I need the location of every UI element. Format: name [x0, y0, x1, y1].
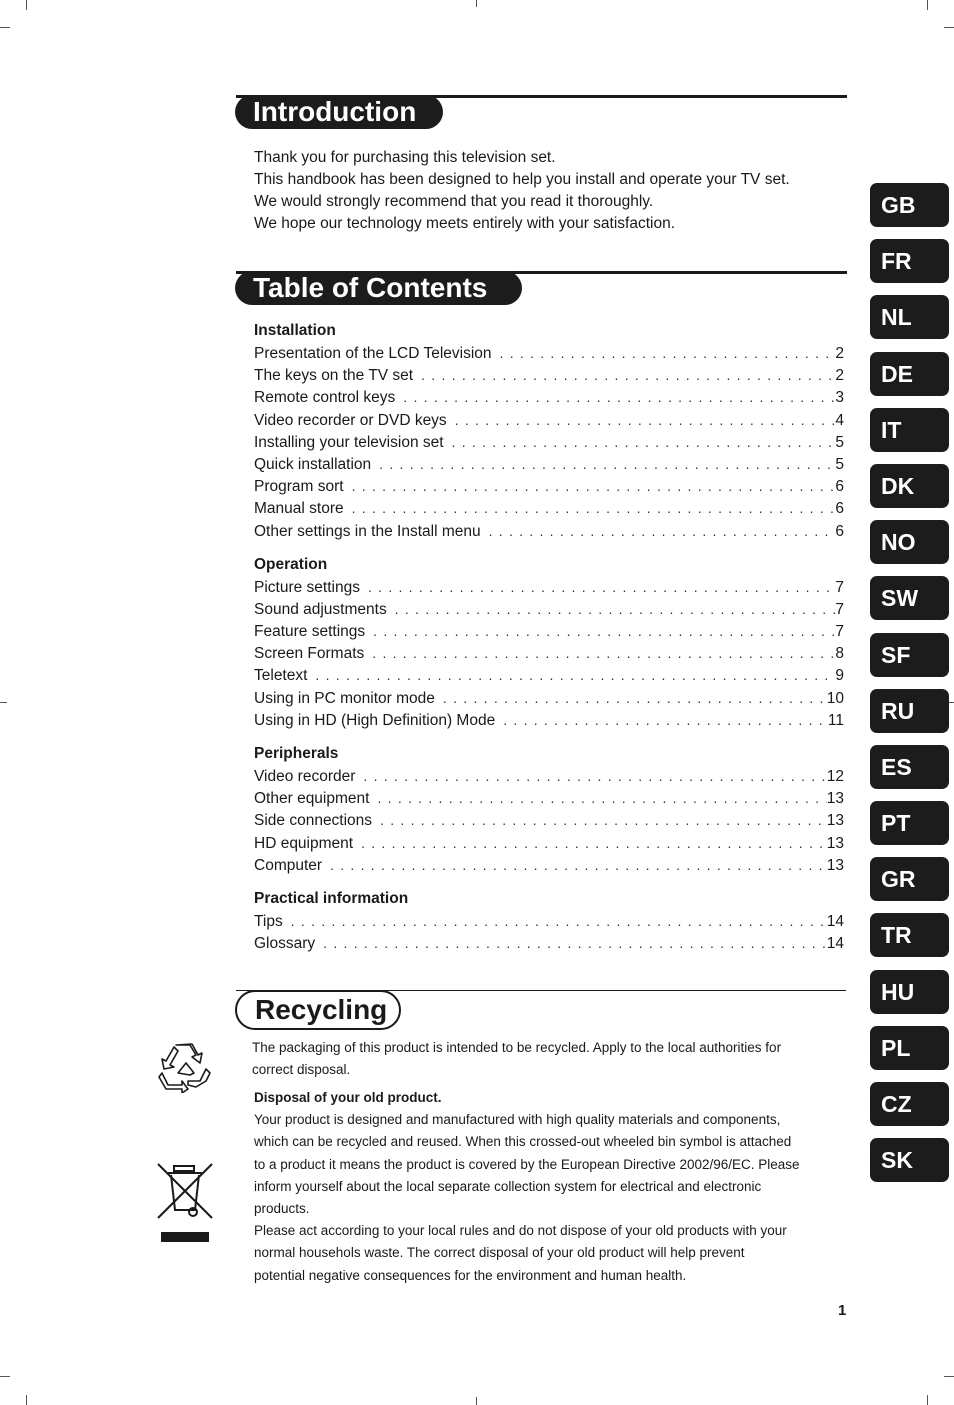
toc-group-title: Practical information — [254, 889, 409, 907]
toc-leader-dots — [377, 787, 826, 809]
toc-leader-dots — [421, 364, 835, 386]
toc-entry-label: Screen Formats — [254, 645, 365, 663]
disposal-line: to a product it means the product is covered by the European Directive 2002/96/EC. Please — [254, 1156, 800, 1172]
language-tab-tr[interactable]: TR — [870, 913, 949, 957]
toc-entry-page: 9 — [835, 667, 844, 685]
toc-entry-label: The keys on the TV set — [254, 367, 414, 385]
toc-entry-page: 14 — [826, 935, 844, 953]
toc-entry-label: Installing your television set — [254, 433, 444, 451]
toc-leader-dots — [363, 765, 826, 787]
toc-entry-page: 8 — [835, 645, 844, 663]
toc-entry — [254, 475, 844, 497]
toc-group-title: Operation — [254, 555, 328, 573]
toc-entry — [254, 664, 844, 686]
toc-entry-label: Video recorder — [254, 768, 356, 785]
toc-entry-page: 12 — [826, 768, 844, 785]
crop-mark — [26, 0, 27, 10]
toc-entry-label: Using in PC monitor mode — [254, 689, 435, 707]
language-tab-cz[interactable]: CZ — [870, 1082, 949, 1126]
language-tab-ru[interactable]: RU — [870, 689, 949, 733]
toc-entry-label: Tips — [254, 912, 283, 930]
toc-entry — [254, 787, 844, 809]
toc-leader-dots — [503, 709, 828, 731]
toc-entry — [254, 910, 844, 932]
toc-entry-page: 13 — [826, 812, 844, 830]
toc-leader-dots — [379, 453, 835, 475]
intro-line: This handbook has been designed to help you install and operate your TV set. — [254, 171, 790, 188]
toc-entry — [254, 342, 844, 364]
toc-leader-dots — [403, 386, 835, 408]
language-tab-pt[interactable]: PT — [870, 801, 949, 845]
disposal-line: which can be recycled and reused. When this crossed-out wheeled bin symbol is attached — [254, 1134, 792, 1150]
toc-group-gap — [254, 876, 844, 888]
toc-entry-page: 13 — [826, 856, 844, 874]
toc-entry-page: 3 — [835, 389, 844, 407]
toc-entry-label: Feature settings — [254, 623, 366, 641]
crop-mark — [26, 1395, 27, 1405]
crop-mark — [0, 27, 10, 28]
crop-mark — [944, 27, 954, 28]
toc-entry-page: 7 — [835, 623, 844, 641]
toc-entry-page: 2 — [835, 367, 844, 385]
toc-leader-dots — [500, 342, 836, 364]
language-tab-gr[interactable]: GR — [870, 857, 949, 901]
language-tab-pl[interactable]: PL — [870, 1026, 949, 1070]
toc-entry — [254, 687, 844, 709]
toc-entry-label: Quick installation — [254, 455, 372, 473]
toc-entry-page: 14 — [826, 912, 844, 930]
toc-entry — [254, 932, 844, 954]
toc-entry-label: Glossary — [254, 935, 316, 953]
toc-entry — [254, 453, 844, 475]
toc-leader-dots — [443, 687, 827, 709]
toc-leader-dots — [315, 664, 835, 686]
intro-line: Thank you for purchasing this television set. — [254, 149, 556, 166]
toc-leader-dots — [372, 642, 835, 664]
toc-heading: Table of Contents — [235, 271, 522, 305]
toc-leader-dots — [361, 832, 827, 854]
toc-group-title: Installation — [254, 322, 336, 339]
toc-entry — [254, 497, 844, 519]
toc-leader-dots — [380, 809, 827, 831]
disposal-line: normal househols waste. The correct disposal of your old product will help prevent — [254, 1245, 745, 1261]
toc-entry — [254, 765, 844, 787]
toc-entry-page: 5 — [835, 433, 844, 451]
toc-leader-dots — [395, 598, 836, 620]
toc-entry — [254, 642, 844, 664]
language-tab-dk[interactable]: DK — [870, 464, 949, 508]
toc-group-gap — [254, 542, 844, 554]
toc-entry-page: 5 — [835, 455, 844, 473]
crop-mark — [927, 1395, 928, 1405]
toc-entry — [254, 409, 844, 431]
packaging-text — [252, 1037, 844, 1081]
disposal-line: potential negative consequences for the environment and human health. — [254, 1267, 687, 1283]
crop-mark — [476, 0, 477, 7]
toc-entry — [254, 431, 844, 453]
toc-leader-dots — [373, 620, 835, 642]
toc-entry — [254, 832, 844, 854]
recycle-icon — [156, 1041, 212, 1093]
toc-entry-page: 7 — [835, 600, 844, 618]
toc-entry-label: HD equipment — [254, 834, 354, 852]
toc-entry-label: Side connections — [254, 812, 373, 830]
toc-entry-label: Picture settings — [254, 578, 360, 596]
toc-entry-label: Presentation of the LCD Television — [254, 345, 492, 362]
toc-leader-dots — [452, 431, 836, 453]
toc-leader-dots — [455, 409, 836, 431]
packaging-line: The packaging of this product is intended to be recycled. Apply to the local authorities for — [252, 1040, 782, 1055]
crossed-out-wheeled-bin-icon — [156, 1160, 214, 1244]
toc-entry — [254, 620, 844, 642]
toc-entry-label: Video recorder or DVD keys — [254, 411, 447, 429]
toc-entry — [254, 854, 844, 876]
toc-entry — [254, 364, 844, 386]
disposal-line: Your product is designed and manufactured with high quality materials and components, — [254, 1112, 781, 1128]
language-tab-it[interactable]: IT — [870, 408, 949, 452]
toc-entry-label: Manual store — [254, 500, 344, 518]
toc-entry-label: Using in HD (High Definition) Mode — [254, 711, 496, 729]
intro-text — [254, 147, 790, 235]
toc-entry — [254, 809, 844, 831]
toc-entry-page: 13 — [826, 834, 844, 852]
toc-leader-dots — [291, 910, 827, 932]
crop-mark — [0, 702, 7, 703]
language-tab-sf[interactable]: SF — [870, 633, 949, 677]
toc-leader-dots — [352, 475, 836, 497]
toc-entry-label: Teletext — [254, 667, 308, 685]
disposal-title: Disposal of your old product. — [254, 1090, 442, 1105]
toc-leader-dots — [323, 932, 827, 954]
recycling-heading: Recycling — [235, 990, 401, 1030]
intro-line: We would strongly recommend that you read it thoroughly. — [254, 193, 654, 210]
toc-entry-label: Other settings in the Install menu — [254, 522, 481, 540]
toc-entry-label: Computer — [254, 856, 323, 874]
language-tab-sk[interactable]: SK — [870, 1138, 949, 1182]
disposal-section — [254, 1087, 846, 1287]
language-tab-nl[interactable]: NL — [870, 295, 949, 339]
toc-entry-label: Program sort — [254, 478, 344, 496]
packaging-line: correct disposal. — [252, 1062, 351, 1078]
disposal-line: inform yourself about the local separate collection system for electrical and electronic — [254, 1178, 762, 1194]
toc-entry — [254, 598, 844, 620]
language-tab-hu[interactable]: HU — [870, 970, 949, 1014]
intro-line: We hope our technology meets entirely with your satisfaction. — [254, 215, 676, 232]
disposal-line: Please act according to your local rules and do not dispose of your old products with your — [254, 1223, 787, 1239]
toc-entry — [254, 386, 844, 408]
toc-entry-page: 6 — [835, 500, 844, 518]
language-tab-sw[interactable]: SW — [870, 576, 949, 620]
toc-leader-dots — [368, 576, 835, 598]
toc-entry — [254, 576, 844, 598]
language-tab-de[interactable]: DE — [870, 352, 949, 396]
page-number: 1 — [838, 1302, 847, 1319]
language-tab-es[interactable]: ES — [870, 745, 949, 789]
toc-entry-page: 2 — [835, 345, 844, 362]
crop-mark — [476, 1397, 477, 1405]
disposal-line: products. — [254, 1201, 310, 1217]
toc-entry — [254, 709, 844, 731]
language-tab-no[interactable]: NO — [870, 520, 949, 564]
toc-leader-dots — [352, 497, 836, 519]
toc-entry-page: 6 — [835, 478, 844, 496]
crop-mark — [0, 1376, 10, 1377]
toc-group-gap — [254, 731, 844, 743]
intro-heading: Introduction — [235, 95, 443, 129]
toc-entry-label: Remote control keys — [254, 389, 396, 407]
toc-entry-page: 7 — [835, 578, 844, 596]
toc-entry-label: Sound adjustments — [254, 600, 387, 618]
toc-entry-page: 13 — [826, 790, 844, 808]
toc-group-title: Peripherals — [254, 745, 339, 762]
toc-entry-page: 11 — [827, 711, 844, 729]
crop-mark — [927, 0, 928, 10]
toc-entry-page: 10 — [826, 689, 844, 707]
toc-leader-dots — [330, 854, 827, 876]
toc-entry-page: 6 — [835, 522, 844, 540]
crop-mark — [944, 1376, 954, 1377]
language-tabs — [870, 183, 949, 1194]
toc-entry-page: 4 — [835, 411, 844, 429]
language-tab-gb[interactable]: GB — [870, 183, 949, 227]
toc-entry — [254, 520, 844, 542]
toc-entry-label: Other equipment — [254, 790, 370, 808]
table-of-contents — [254, 320, 844, 954]
language-tab-fr[interactable]: FR — [870, 239, 949, 283]
toc-leader-dots — [489, 520, 836, 542]
